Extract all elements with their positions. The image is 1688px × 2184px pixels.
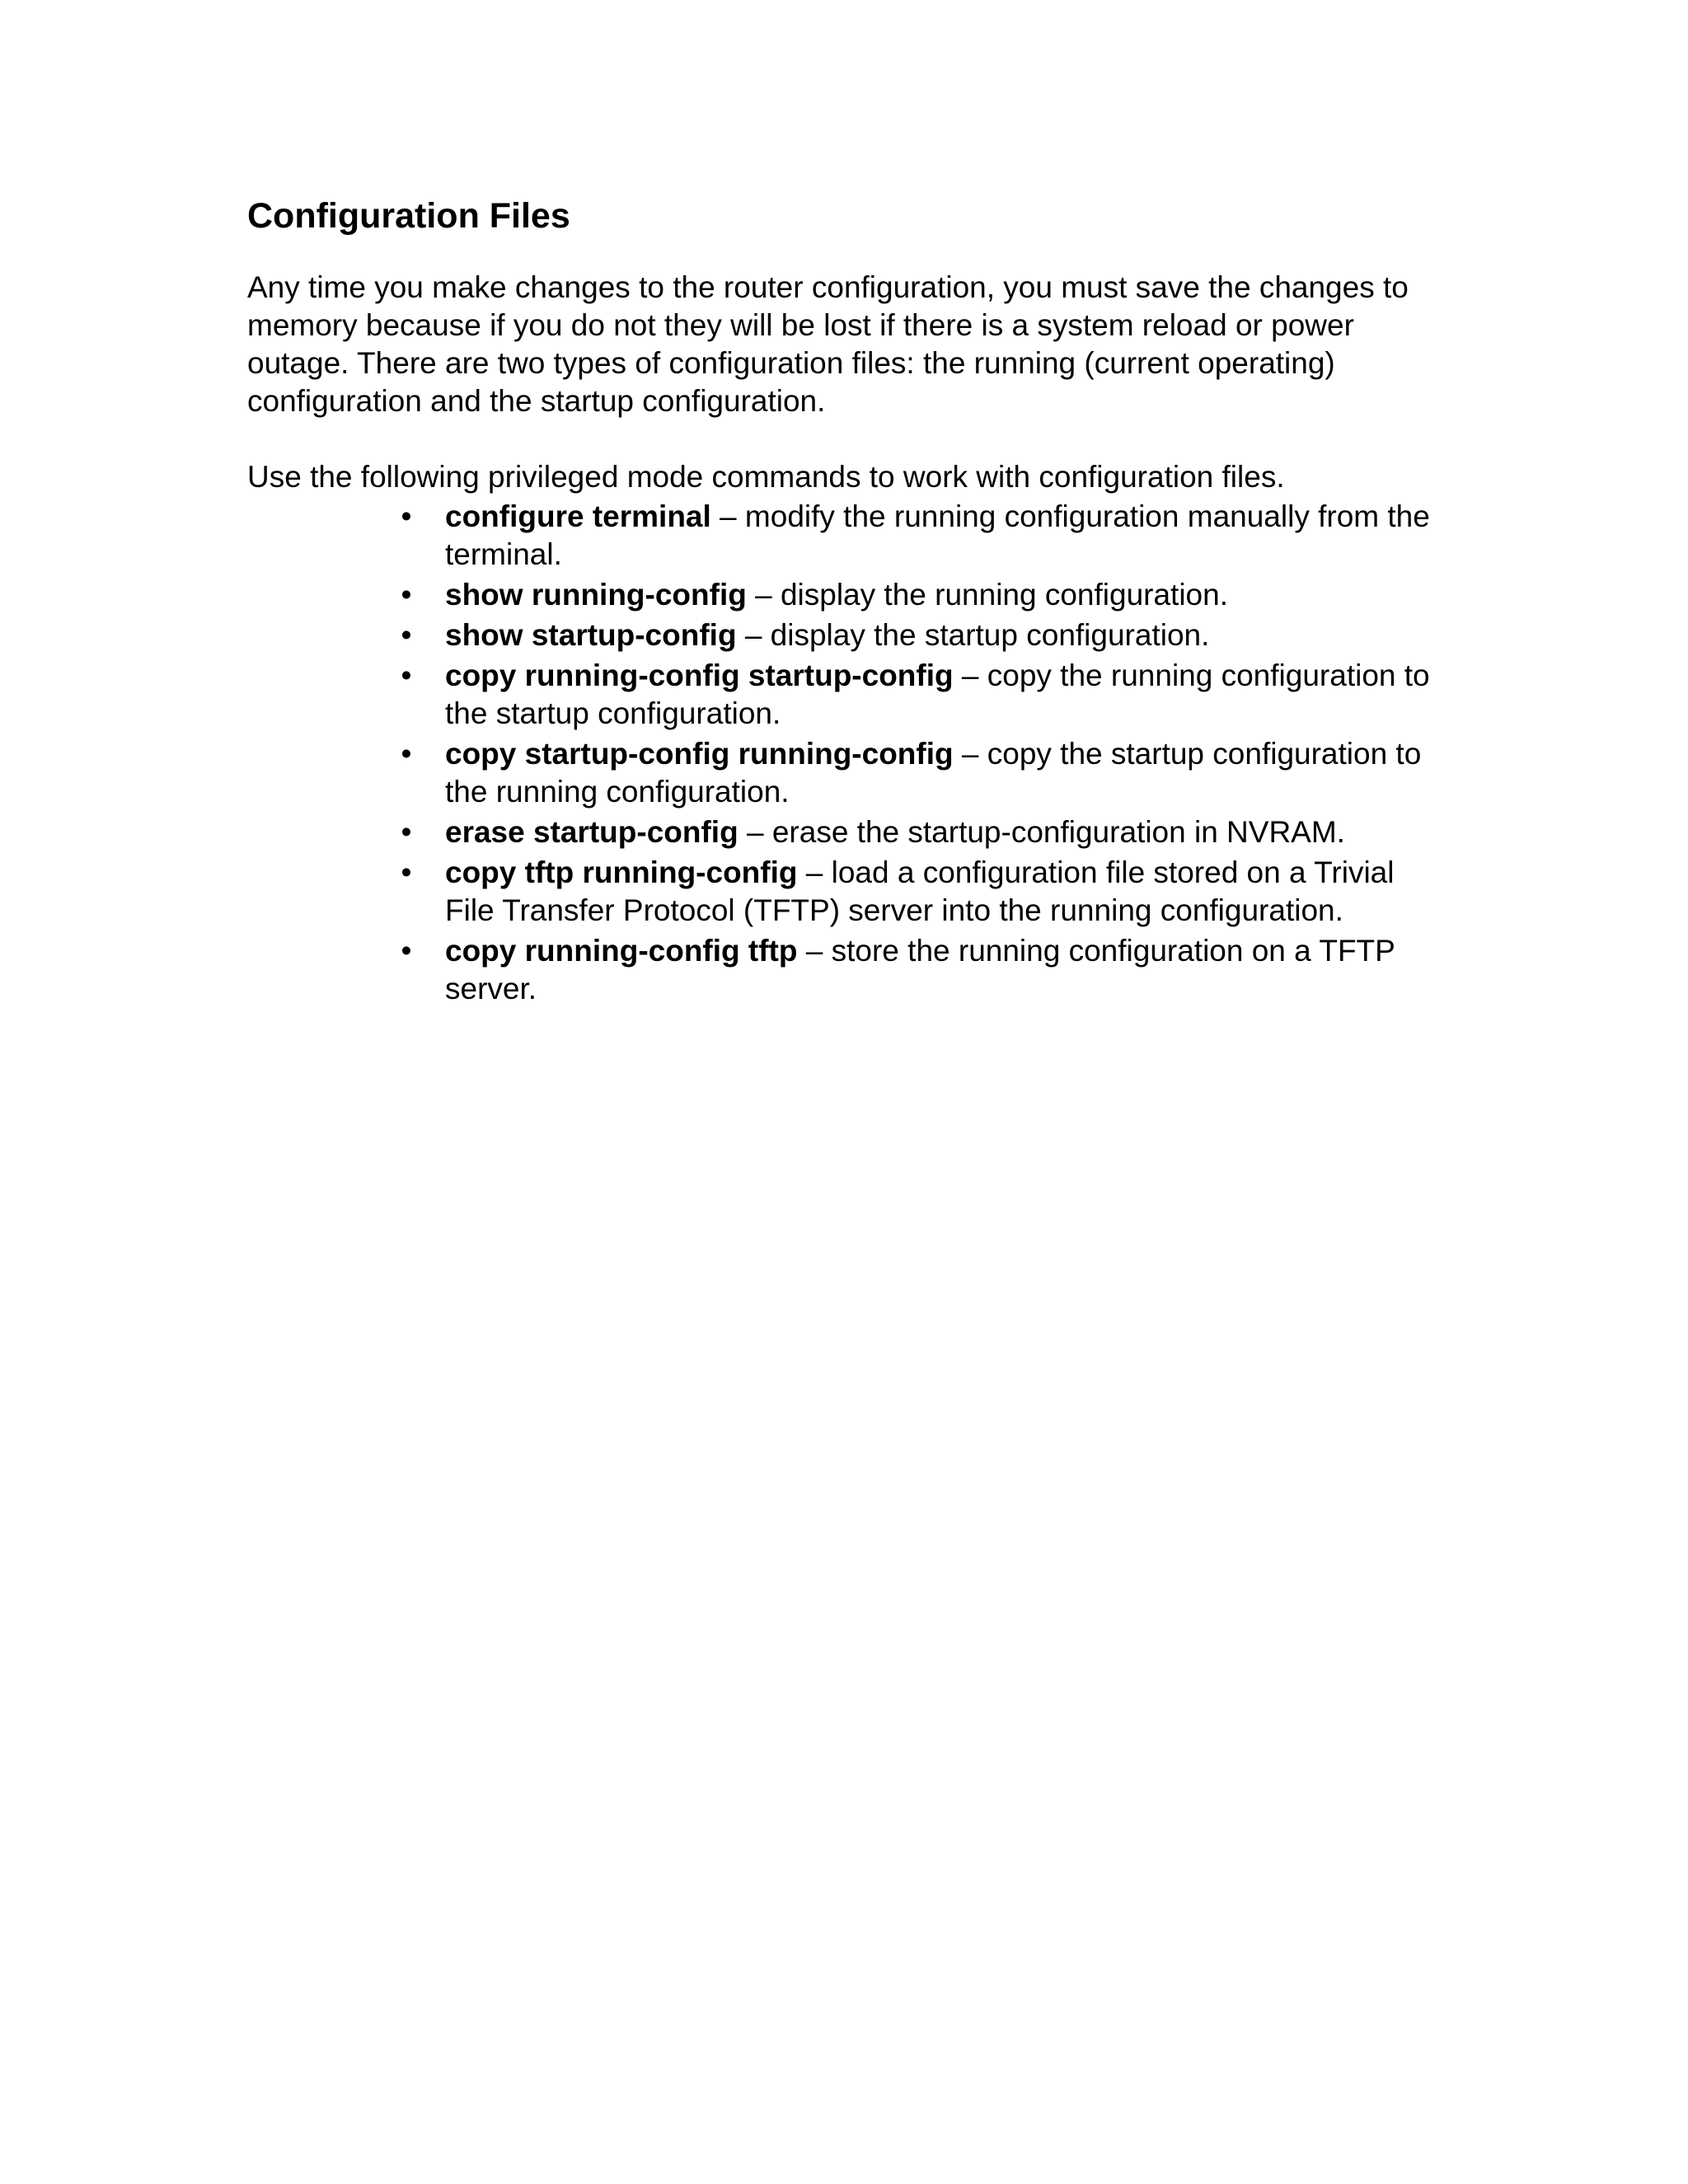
command-name: copy running-config tftp [445, 934, 798, 968]
bullet-icon: • [401, 815, 412, 849]
list-item [247, 735, 1451, 811]
command-description: – store the running configuration on a TFTP server. [445, 934, 1395, 1005]
command-name: configure terminal [445, 499, 711, 533]
bullet-icon: • [401, 658, 412, 692]
list-item [247, 657, 1451, 733]
command-description: – display the startup configuration. [736, 618, 1210, 652]
command-name: copy tftp running-config [445, 855, 798, 889]
bullet-icon: • [401, 934, 412, 968]
command-description: – display the running configuration. [746, 578, 1228, 612]
bullet-icon: • [401, 618, 412, 652]
list-item [247, 813, 1451, 851]
command-name: erase startup-config [445, 815, 738, 849]
command-description: – copy the running configuration to the startup configuration. [445, 658, 1430, 730]
command-name: copy startup-config running-config [445, 737, 954, 771]
list-item [247, 498, 1451, 574]
command-description: – copy the startup configuration to the running configuration. [445, 737, 1422, 808]
command-name: show startup-config [445, 618, 737, 652]
document-content [247, 194, 1442, 1010]
list-item [247, 932, 1451, 1008]
command-description: – load a configuration file stored on a Trivial File Transfer Protocol (TFTP) server into the running configuration. [445, 855, 1395, 927]
command-description: – erase the startup-configuration in NVRAM. [738, 815, 1345, 849]
command-name: copy running-config startup-config [445, 658, 954, 692]
list-item [247, 616, 1451, 654]
page-title: Configuration Files [247, 196, 570, 236]
bullet-icon: • [401, 499, 412, 533]
commands-lead-paragraph: Use the following privileged mode commands to work with configuration files. [247, 460, 1285, 494]
intro-paragraph: Any time you make changes to the router configuration, you must save the changes to memory because if you do not they will be lost if there is a system reload or power outage. There are two types of configuration files: the running (current operating) configuration and the startup configuration. [247, 270, 1409, 418]
bullet-icon: • [401, 737, 412, 771]
bullet-icon: • [401, 578, 412, 612]
list-item [247, 854, 1451, 930]
list-item [247, 576, 1451, 614]
command-name: show running-config [445, 578, 747, 612]
command-list [247, 498, 1442, 1008]
command-description: – modify the running configuration manually from the terminal. [445, 499, 1430, 571]
bullet-icon: • [401, 855, 412, 889]
